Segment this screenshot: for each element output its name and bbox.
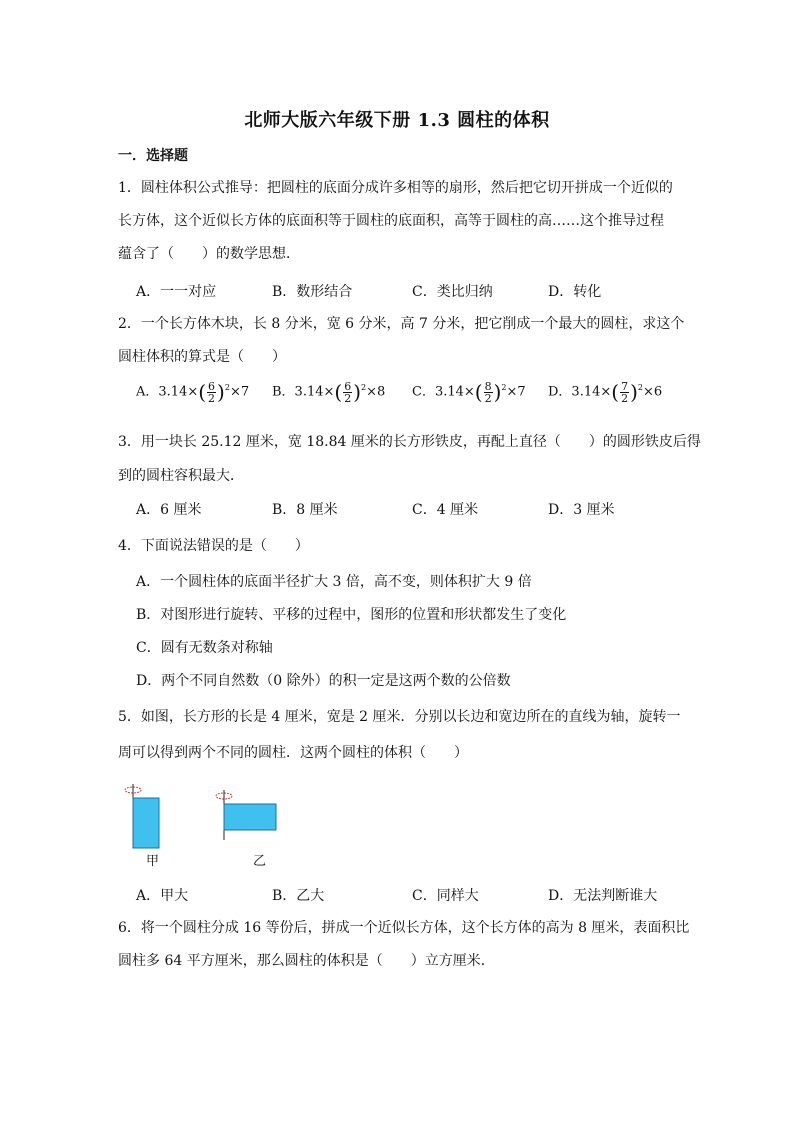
option-b[interactable]: B．数形结合: [272, 284, 353, 300]
question-5-line-1: 5．如图，长方形的长是 4 厘米，宽是 2 厘米．分别以长边和宽边所在的直线为轴，旋转一: [118, 709, 681, 725]
option-b[interactable]: B．3.14×( $\frac{6}{2}$ )$^2$×8: [272, 379, 386, 405]
option-b[interactable]: B．乙大: [272, 888, 325, 904]
option-a[interactable]: A．甲大: [136, 888, 189, 904]
rectangle-rotation-figure: [118, 782, 318, 872]
question-4-line-1: 4．下面说法错误的是（ ）: [118, 538, 309, 554]
option-c[interactable]: C．同样大: [412, 888, 479, 904]
rectangle-jia: [133, 798, 159, 848]
question-6-line-2: 圆柱多 64 平方厘米，那么圆柱的体积是（ ）立方厘米．: [118, 953, 495, 969]
option-a[interactable]: A．6 厘米: [136, 502, 202, 518]
fraction-numerator: 6: [344, 379, 352, 393]
exponent: 2: [501, 383, 507, 393]
option-d-prefix: D．3.14×: [548, 384, 612, 400]
option-d[interactable]: D．转化: [548, 284, 602, 300]
exponent: 2: [637, 383, 643, 393]
question-1-line-2: 长方体，这个近似长方体的底面积等于圆柱的底面积，高等于圆柱的高……这个推导过程: [118, 213, 664, 229]
question-3-line-2: 到的圆柱容积最大．: [118, 468, 244, 484]
fraction-denominator: 2: [621, 391, 629, 405]
option-d[interactable]: D．两个不同自然数（0 除外）的积一定是这两个数的公倍数: [136, 673, 511, 689]
option-b-suffix: ×8: [366, 384, 386, 400]
option-d[interactable]: D．无法判断谁大: [548, 888, 658, 904]
section-heading: 一．选择题: [118, 148, 188, 164]
option-b-prefix: B．3.14×: [272, 384, 335, 400]
option-a-fraction: [207, 381, 216, 404]
exponent: 2: [361, 383, 367, 393]
fraction-denominator: 2: [208, 391, 216, 405]
question-2-line-1: 2．一个长方体木块，长 8 分米，宽 6 分米，高 7 分米，把它削成一个最大的圆柱，求这个: [118, 316, 685, 332]
option-b[interactable]: B．对图形进行旋转、平移的过程中，图形的位置和形状都发生了变化: [136, 607, 567, 623]
question-2-line-2: 圆柱体积的算式是（ ）: [118, 349, 286, 365]
question-5-line-2: 周可以得到两个不同的圆柱．这两个圆柱的体积（ ）: [118, 745, 468, 761]
exponent: 2: [224, 383, 230, 393]
option-c[interactable]: C．4 厘米: [412, 502, 479, 518]
question-1-line-3: 蕴含了（ ）的数学思想．: [118, 246, 300, 262]
option-d-fraction: [620, 381, 629, 404]
fraction-numerator: 7: [621, 379, 629, 393]
fraction-numerator: 6: [208, 379, 216, 393]
question-3-line-1: 3．用一块长 25.12 厘米，宽 18.84 厘米的长方形铁皮，再配上直径（ ）的圆形铁皮后得: [118, 434, 701, 450]
option-c-suffix: ×7: [506, 384, 526, 400]
figure-label-yi: 乙: [253, 854, 267, 869]
option-c-fraction: [484, 381, 493, 404]
option-c[interactable]: C．3.14×( $\frac{8}{2}$ )$^2$×7: [412, 379, 526, 405]
option-b[interactable]: B．8 厘米: [272, 502, 338, 518]
figure-label-jia: 甲: [146, 854, 160, 869]
option-c[interactable]: C．类比归纳: [412, 284, 493, 300]
fraction-denominator: 2: [484, 391, 492, 405]
option-a[interactable]: A．一一对应: [136, 284, 217, 300]
fraction-numerator: 8: [484, 379, 492, 393]
question-1-line-1: 1．圆柱体积公式推导：把圆柱的底面分成许多相等的扇形，然后把它切开拼成一个近似的: [118, 180, 673, 196]
option-c-prefix: C．3.14×: [412, 384, 475, 400]
option-a-suffix: ×7: [229, 384, 250, 400]
question-6-line-1: 6．将一个圆柱分成 16 等份后，拼成一个近似长方体，这个长方体的高为 8 厘米，表面积比: [118, 920, 690, 936]
fraction-denominator: 2: [344, 391, 352, 405]
option-a-prefix: A．3.14×: [136, 384, 199, 400]
option-a[interactable]: A．一个圆柱体的底面半径扩大 3 倍，高不变，则体积扩大 9 倍: [136, 574, 532, 590]
option-a[interactable]: A．3.14×( $\frac{6}{2}$ )$^2$×7: [136, 379, 250, 405]
option-d[interactable]: D．3.14×( $\frac{7}{2}$ )$^2$×6: [548, 379, 663, 405]
rectangle-yi: [224, 804, 276, 830]
option-d[interactable]: D．3 厘米: [548, 502, 615, 518]
option-c[interactable]: C．圆有无数条对称轴: [136, 640, 273, 656]
option-b-fraction: [343, 381, 352, 404]
option-d-suffix: ×6: [642, 384, 663, 400]
page-title: 北师大版六年级下册 1.3 圆柱的体积: [244, 110, 550, 131]
